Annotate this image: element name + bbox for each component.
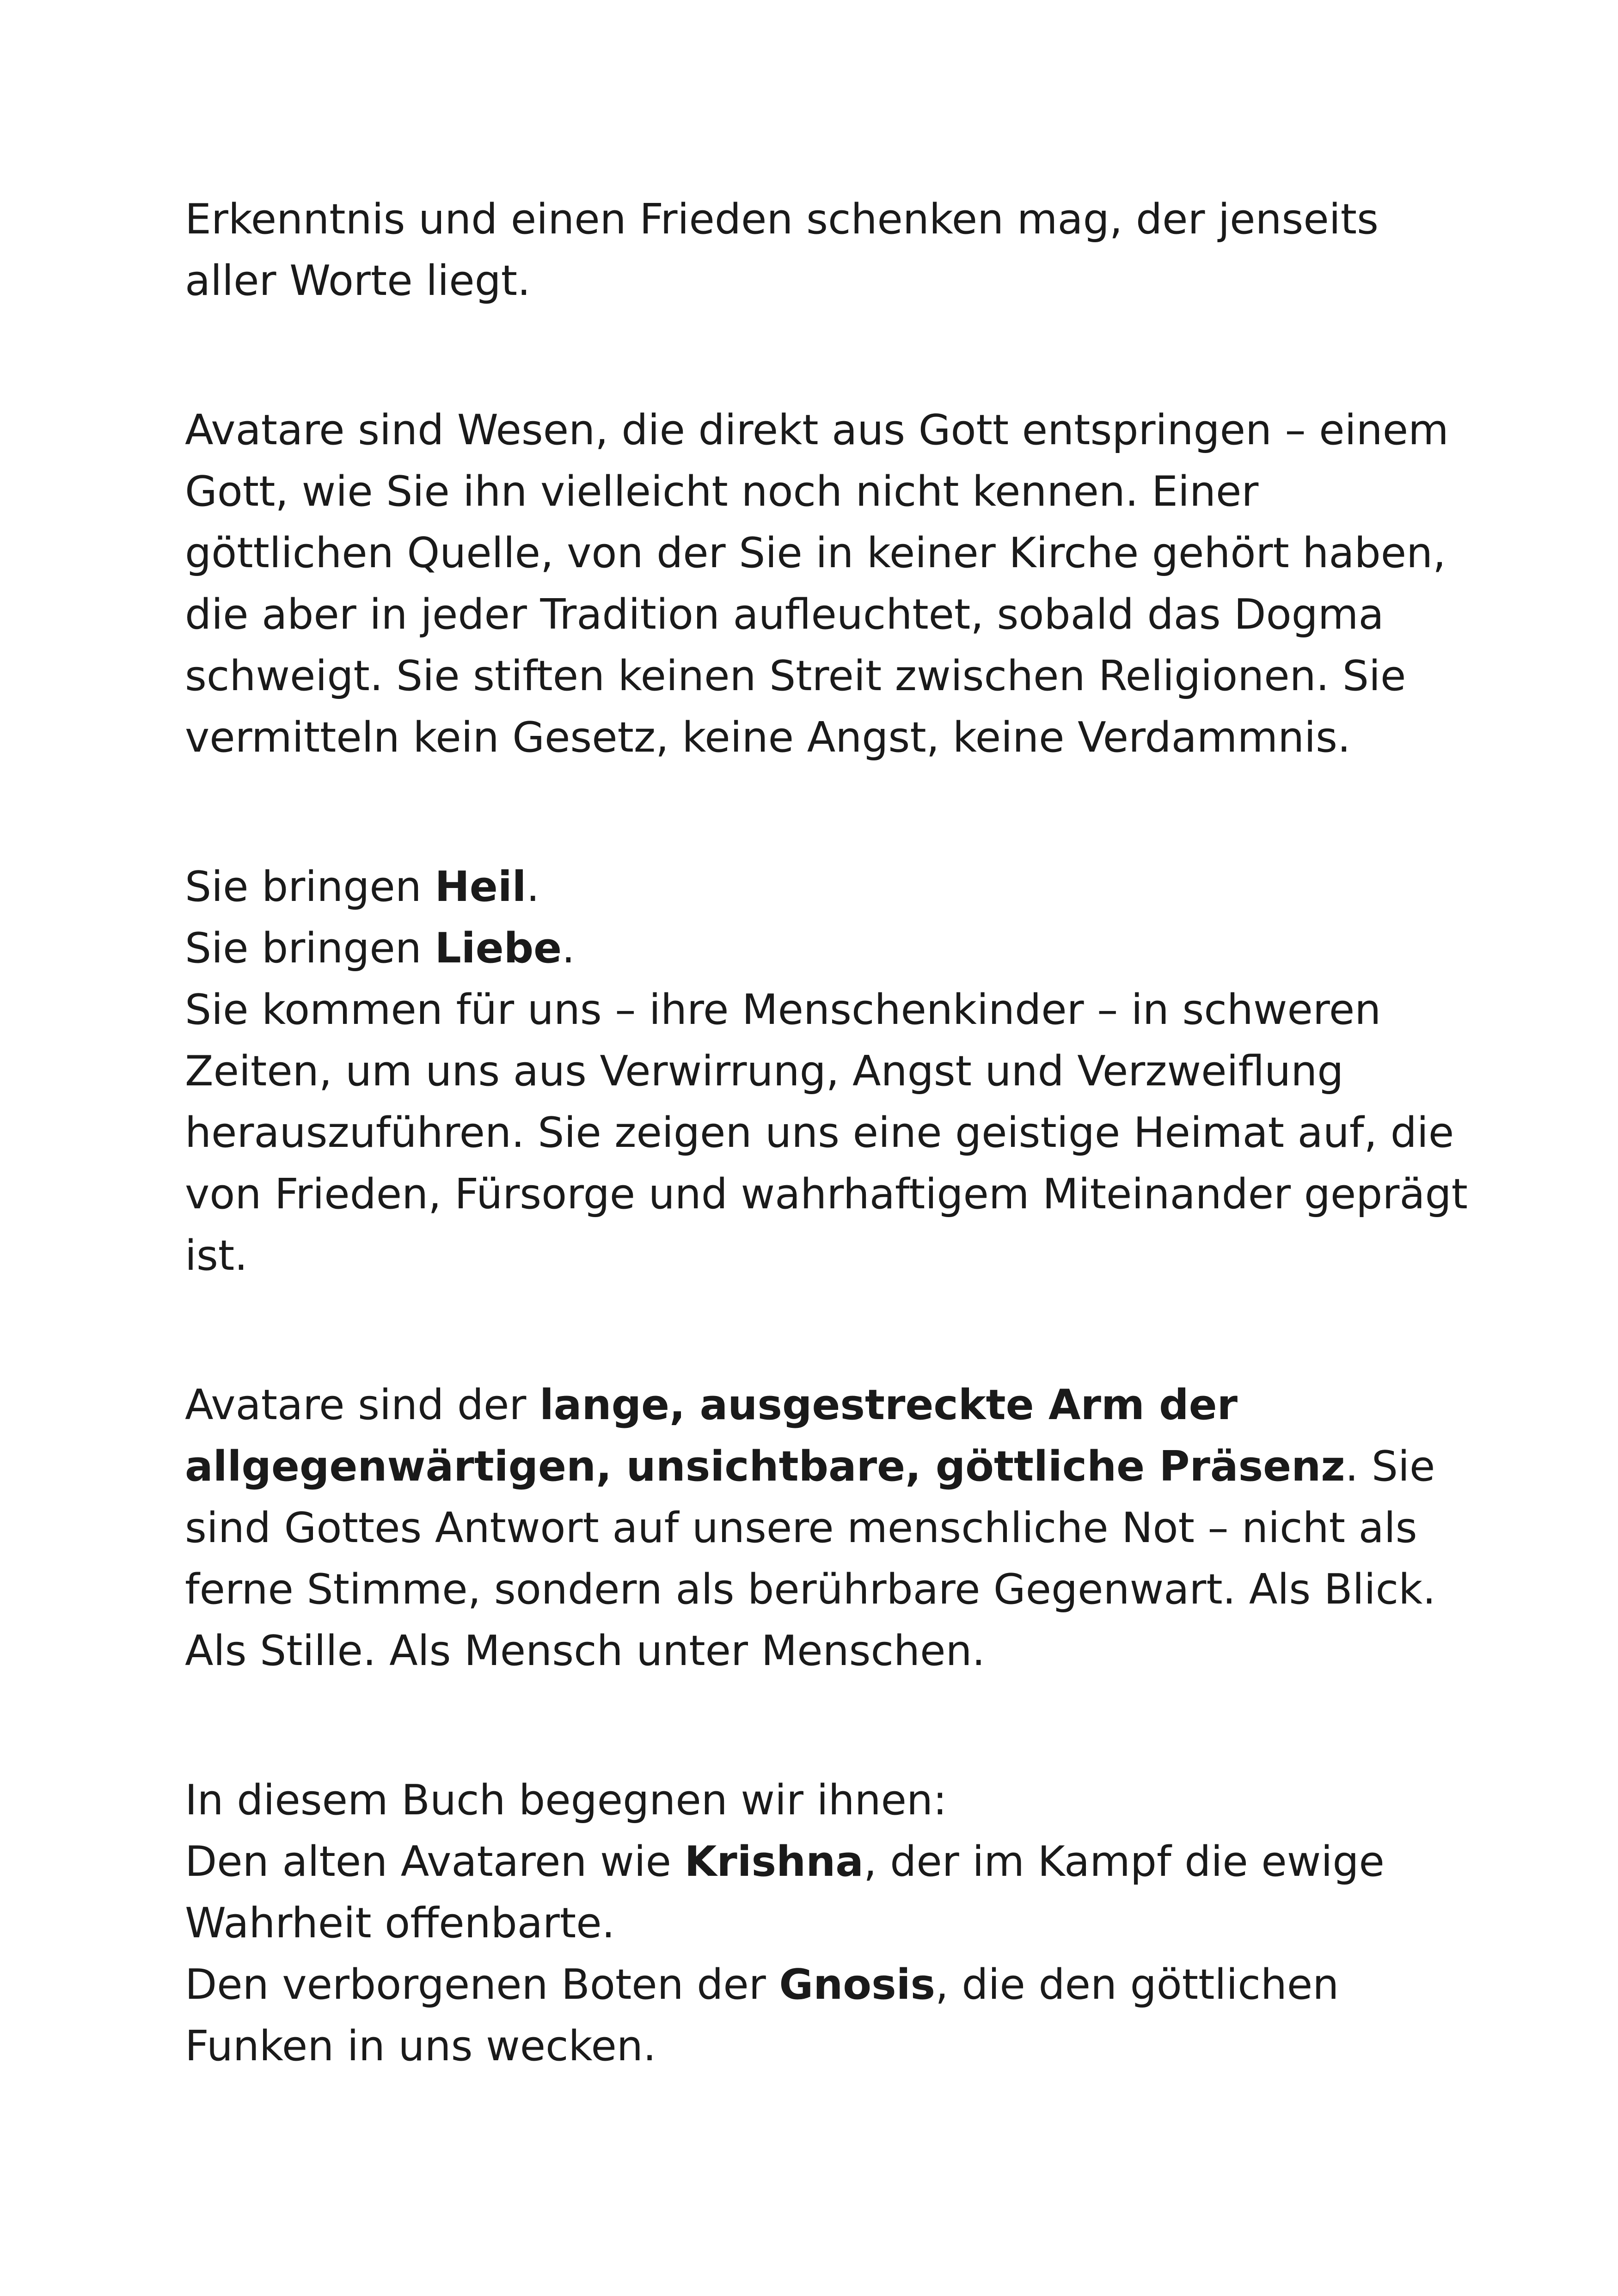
body-text (185, 189, 1470, 2077)
book-intro-line: In diesem Buch begegnen wir ihnen: (185, 1776, 947, 1825)
krishna-bold: Krishna (684, 1837, 864, 1886)
gnosis-line-prefix: Den verborgenen Boten der (185, 1960, 779, 2009)
gnosis-line (185, 1954, 1470, 2077)
paragraph-2 (185, 399, 1470, 768)
paragraph-4-prefix: Avatare sind der (185, 1381, 539, 1429)
krishna-line-prefix: Den alten Avataren wie (185, 1837, 685, 1886)
paragraph-2-text: Avatare sind Wesen, die direkt aus Gott entspringen – einem Gott, wie Sie ihn vielleicht noch nicht kennen. Einer göttlichen Quelle, von der Sie in keiner Kirche gehört haben, die aber in jeder Tradition aufleuchtet, sobald das Dogma schweigt. Sie stiften keinen Streit zwischen Religionen. Sie vermitteln kein Gesetz, keine Angst, keine Verdammnis. (185, 406, 1449, 762)
paragraph-4-suffix: . Sie sind Gottes Antwort auf unsere menschliche Not – nicht als ferne Stimme, sondern als berührbare Gegenwart. Als Blick. Als Stille. Als Mensch unter Menschen. (185, 1442, 1436, 1675)
liebe-line-suffix: . (562, 924, 575, 973)
paragraph-5 (185, 1769, 1470, 2077)
liebe-line (185, 918, 1470, 979)
menschenkinder-text: Sie kommen für uns – ihre Menschenkinder – in schweren Zeiten, um uns aus Verwirrung, Angst und Verzweiflung herauszuführen. Sie zeigen uns eine geistige Heimat auf, die von Frieden, Fürsorge und wahrhaftigem Miteinander geprägt ist. (185, 986, 1468, 1280)
liebe-bold: Liebe (435, 924, 562, 973)
heil-line-suffix: . (526, 863, 540, 911)
paragraph-4 (185, 1374, 1470, 1682)
gnosis-bold: Gnosis (779, 1960, 936, 2009)
paragraph-4-bold: lange, ausgestreckte Arm der allgegenwärtigen, unsichtbare, göttliche Präsenz (185, 1381, 1345, 1491)
gnosis-line-suffix: , die den göttlichen Funken in uns wecken. (185, 1960, 1339, 2070)
paragraph-1-text: Erkenntnis und einen Frieden schenken mag, der jenseits aller Worte liegt. (185, 195, 1379, 305)
heil-bold: Heil (435, 863, 527, 911)
heil-line (185, 856, 1470, 918)
liebe-line-prefix: Sie bringen (185, 924, 435, 973)
paragraph-1 (185, 189, 1470, 312)
heil-line-prefix: Sie bringen (185, 863, 435, 911)
krishna-line (185, 1831, 1470, 1954)
paragraph-3 (185, 856, 1470, 1286)
krishna-line-suffix: , der im Kampf die ewige Wahrheit offenbarte. (185, 1837, 1385, 1947)
